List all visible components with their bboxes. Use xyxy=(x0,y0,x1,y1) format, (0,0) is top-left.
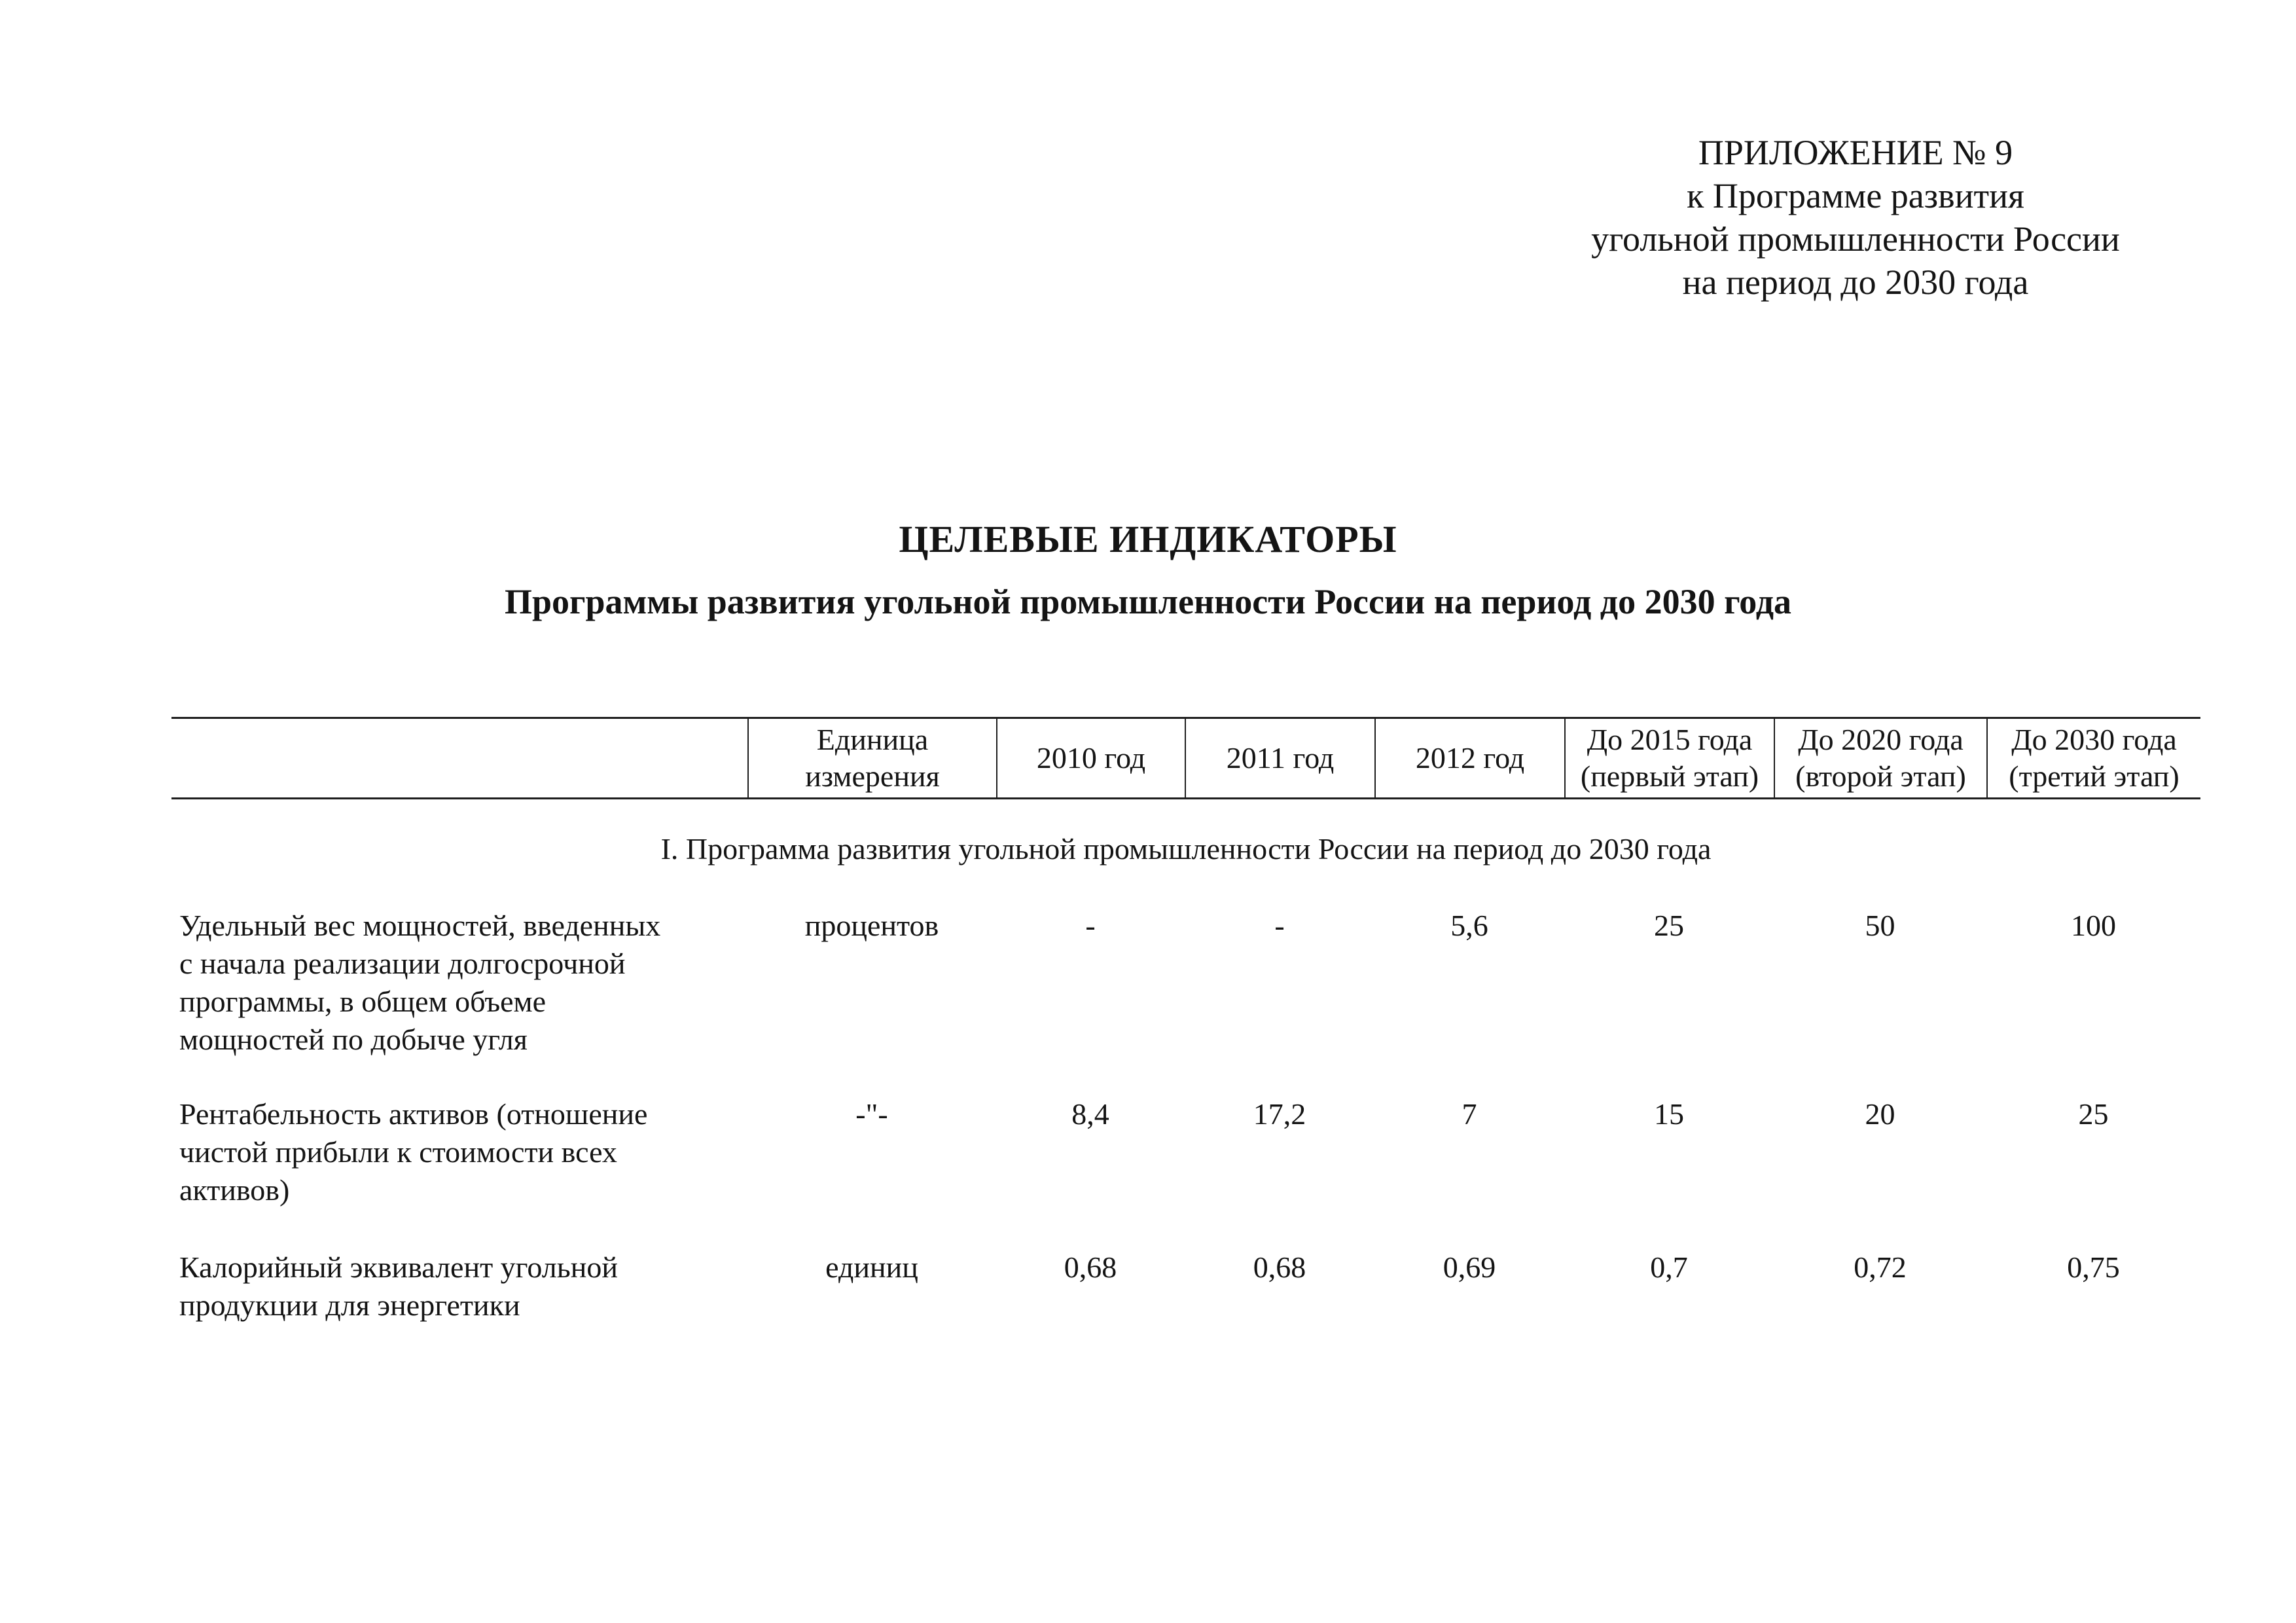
indicator-name-line: чистой прибыли к стоимости всех xyxy=(179,1135,617,1169)
indicator-name-line: мощностей по добыче угля xyxy=(179,1023,528,1056)
value-2030: 100 xyxy=(2071,909,2116,942)
value-2015: 25 xyxy=(1654,909,1684,942)
indicator-name xyxy=(179,907,742,1059)
header-2020-line1: До 2020 года xyxy=(1798,723,1964,756)
value-2030: 25 xyxy=(2078,1097,2109,1131)
header-2011: 2011 год xyxy=(1185,719,1374,797)
value-2011: 17,2 xyxy=(1253,1097,1306,1131)
value-2010: 8,4 xyxy=(1071,1097,1109,1131)
header-unit-line1: Единица xyxy=(816,723,929,756)
header-2020 xyxy=(1774,719,1986,797)
value-2011: 0,68 xyxy=(1253,1250,1306,1284)
indicator-name-line: активов) xyxy=(179,1173,290,1207)
unit-cell: -"- xyxy=(855,1097,888,1131)
indicator-name xyxy=(179,1095,742,1209)
value-2012: 0,69 xyxy=(1443,1250,1496,1284)
header-2015-line1: До 2015 года xyxy=(1587,723,1753,756)
indicator-name-line: Удельный вес мощностей, введенных xyxy=(179,909,661,942)
header-2010: 2010 год xyxy=(996,719,1185,797)
header-2012: 2012 год xyxy=(1374,719,1564,797)
appendix-header xyxy=(1479,131,2232,304)
appendix-line-3: угольной промышленности России xyxy=(1591,219,2120,259)
header-unit-line2: измерения xyxy=(805,759,940,793)
appendix-line-4: на период до 2030 года xyxy=(1682,263,2029,302)
header-2015 xyxy=(1564,719,1774,797)
value-2011: - xyxy=(1274,909,1285,942)
appendix-line-2: к Программе развития xyxy=(1687,176,2024,215)
header-unit xyxy=(747,719,996,797)
header-indicator-name xyxy=(171,719,747,797)
value-2012: 7 xyxy=(1462,1097,1477,1131)
unit-cell: единиц xyxy=(825,1250,918,1284)
header-2020-line2: (второй этап) xyxy=(1795,759,1966,793)
value-2015: 15 xyxy=(1654,1097,1684,1131)
value-2030: 0,75 xyxy=(2067,1250,2120,1284)
section-title: I. Программа развития угольной промышленности России на период до 2030 года xyxy=(660,832,1712,866)
header-2030 xyxy=(1986,719,2200,797)
value-2010: 0,68 xyxy=(1064,1250,1117,1284)
document-title: ЦЕЛЕВЫЕ ИНДИКАТОРЫ xyxy=(899,518,1397,560)
value-2020: 50 xyxy=(1865,909,1895,942)
indicator-name-line: Рентабельность активов (отношение xyxy=(179,1097,648,1131)
value-2015: 0,7 xyxy=(1650,1250,1688,1284)
header-2015-line2: (первый этап) xyxy=(1580,759,1759,793)
value-2020: 0,72 xyxy=(1854,1250,1907,1284)
value-2020: 20 xyxy=(1865,1097,1895,1131)
value-2012: 5,6 xyxy=(1450,909,1488,942)
indicator-name xyxy=(179,1249,742,1324)
indicators-table xyxy=(171,717,2200,1322)
indicator-name-line: с начала реализации долгосрочной xyxy=(179,947,626,980)
value-2010: - xyxy=(1085,909,1096,942)
unit-cell: процентов xyxy=(804,909,939,942)
header-2030-line2: (третий этап) xyxy=(2009,759,2179,793)
appendix-number: ПРИЛОЖЕНИЕ № 9 xyxy=(1698,133,2013,172)
indicator-name-line: Калорийный эквивалент угольной xyxy=(179,1250,618,1284)
table-header xyxy=(171,717,2200,799)
header-2030-line1: До 2030 года xyxy=(2011,723,2177,756)
document-subtitle: Программы развития угольной промышленности России на период до 2030 года xyxy=(504,582,1792,621)
indicator-name-line: программы, в общем объеме xyxy=(179,985,547,1018)
indicator-name-line: продукции для энергетики xyxy=(179,1288,520,1322)
